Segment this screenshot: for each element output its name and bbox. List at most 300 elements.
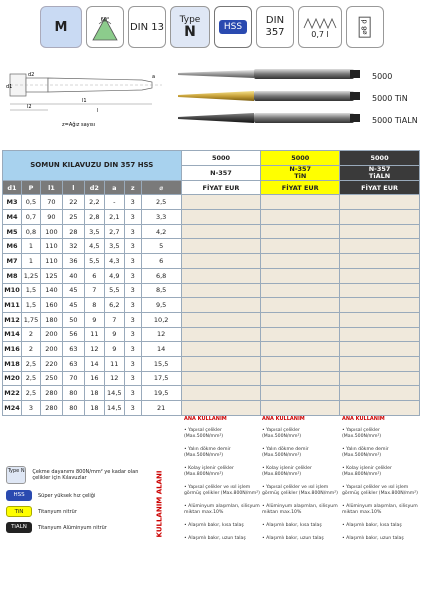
cell-d1: M12 bbox=[3, 312, 22, 327]
shank-tolerance-badge bbox=[346, 6, 384, 48]
bullet-icon: • bbox=[184, 536, 189, 541]
legend-hss bbox=[6, 490, 95, 501]
price-cell[interactable] bbox=[261, 195, 340, 210]
cell-p: 2,5 bbox=[21, 356, 40, 371]
legend-tialn-chip: TiALN bbox=[6, 522, 32, 533]
table-row bbox=[3, 210, 420, 225]
table-row bbox=[3, 283, 420, 298]
cell-p: 0,8 bbox=[21, 224, 40, 239]
cell-l: 22 bbox=[62, 195, 84, 210]
cell-d2: 14 bbox=[84, 356, 104, 371]
table-row bbox=[3, 327, 420, 342]
price-cell[interactable] bbox=[261, 371, 340, 386]
price-cell[interactable] bbox=[261, 401, 340, 416]
cell-: 19,5 bbox=[141, 386, 181, 401]
usage-item-text: Kolay işlenir çelikler (Max.800N/mm²) bbox=[184, 466, 234, 477]
cell-z: 3 bbox=[124, 401, 141, 416]
cell-l: 32 bbox=[62, 239, 84, 254]
cell-p: 0,7 bbox=[21, 210, 40, 225]
tap-5000-tialn bbox=[178, 113, 360, 123]
cell-l: 56 bbox=[62, 327, 84, 342]
cell-d2: 11 bbox=[84, 327, 104, 342]
cell-: 15,5 bbox=[141, 356, 181, 371]
usage-item bbox=[184, 536, 260, 542]
cell-z: 3 bbox=[124, 283, 141, 298]
usage-item-text: Alüminyum alaşımları, silisyum miktarı max.10% bbox=[342, 504, 418, 515]
variant-n357: N-357 bbox=[181, 165, 261, 180]
cell-p: 1,5 bbox=[21, 283, 40, 298]
bullet-icon: • bbox=[262, 466, 267, 471]
usage-item bbox=[262, 447, 338, 459]
legend-hss-text: Süper yüksek hız çeliği bbox=[38, 492, 96, 499]
usage-item bbox=[262, 536, 338, 542]
price-cell[interactable] bbox=[261, 327, 340, 342]
price-cell[interactable] bbox=[340, 386, 420, 401]
price-cell[interactable] bbox=[261, 239, 340, 254]
legend-type-n-text: Çekme dayanımı 800N/mm² ye kadar olan çelikler için Kılavuzlar bbox=[32, 469, 139, 481]
cell-a: 9 bbox=[104, 327, 124, 342]
bullet-icon: • bbox=[184, 504, 189, 509]
cell-d1: M20 bbox=[3, 371, 22, 386]
usage-item bbox=[342, 447, 418, 459]
type-badge bbox=[170, 6, 210, 48]
usage-item-text: Alüminyum alaşımları, silisyum miktarı max.10% bbox=[262, 504, 338, 515]
price-cell[interactable] bbox=[181, 239, 261, 254]
cell-z: 3 bbox=[124, 298, 141, 313]
cell-z: 3 bbox=[124, 239, 141, 254]
usage-item bbox=[184, 466, 260, 478]
cell-l1: 180 bbox=[40, 312, 62, 327]
cell-d2: 2,2 bbox=[84, 195, 104, 210]
cell-: 21 bbox=[141, 401, 181, 416]
bullet-icon: • bbox=[184, 447, 189, 452]
angle-label: 60° bbox=[100, 17, 110, 23]
usage-item bbox=[262, 504, 338, 516]
usage-item-text: Yapısal çelikler (Max.500N/mm²) bbox=[184, 428, 224, 439]
cell-l1: 200 bbox=[40, 327, 62, 342]
cell-l: 40 bbox=[62, 268, 84, 283]
cell-d2: 18 bbox=[84, 401, 104, 416]
cell-d1: M16 bbox=[3, 342, 22, 357]
cell-l: 45 bbox=[62, 298, 84, 313]
usage-item-text: Yapısal çelikler ve ısıl işlem görmüş çelikler (Max.800N/mm²) bbox=[184, 485, 260, 496]
bullet-icon: • bbox=[342, 466, 347, 471]
price-cell[interactable] bbox=[261, 224, 340, 239]
bullet-icon: • bbox=[342, 536, 347, 541]
cell-p: 2 bbox=[21, 327, 40, 342]
thread-tolerance-label: 0,7 l bbox=[311, 29, 329, 39]
usage-column bbox=[262, 416, 338, 549]
table-row bbox=[3, 386, 420, 401]
cell-: 8,5 bbox=[141, 283, 181, 298]
price-header-a: FİYAT EUR bbox=[181, 180, 261, 195]
type-value: N bbox=[184, 24, 196, 40]
variant-n357-tin: N-357 TiN bbox=[261, 165, 340, 180]
variant-n357-tialn: N-357 TiALN bbox=[340, 165, 420, 180]
cell-l: 45 bbox=[62, 283, 84, 298]
price-cell[interactable] bbox=[181, 327, 261, 342]
cell-l1: 140 bbox=[40, 283, 62, 298]
price-cell[interactable] bbox=[340, 298, 420, 313]
metric-label: M bbox=[54, 19, 68, 35]
legend-tin bbox=[6, 506, 77, 517]
cell-: 14 bbox=[141, 342, 181, 357]
cell-l1: 250 bbox=[40, 371, 62, 386]
cell-a: 7 bbox=[104, 312, 124, 327]
price-cell[interactable] bbox=[261, 386, 340, 401]
tap-5000-tin bbox=[178, 91, 360, 101]
usage-item-text: Alaşımlı bakır, uzun talaş bbox=[188, 536, 246, 541]
price-cell[interactable] bbox=[181, 195, 261, 210]
usage-heading: ANA KULLANIM bbox=[262, 416, 305, 422]
bullet-icon: • bbox=[184, 466, 189, 471]
cell-d1: M5 bbox=[3, 224, 22, 239]
dim-d1: d1 bbox=[6, 84, 13, 90]
cell-d2: 3,5 bbox=[84, 224, 104, 239]
usage-item-text: Alaşımlı bakır, kısa talaş bbox=[346, 523, 402, 528]
price-cell[interactable] bbox=[261, 356, 340, 371]
shank-tolerance-label: ⌀8 d bbox=[359, 16, 371, 37]
usage-item-text: Alaşımlı bakır, kısa talaş bbox=[188, 523, 244, 528]
cell-: 6,8 bbox=[141, 268, 181, 283]
bullet-icon: • bbox=[262, 428, 267, 433]
price-cell[interactable] bbox=[181, 312, 261, 327]
usage-item-text: Yapısal çelikler (Max.500N/mm²) bbox=[342, 428, 382, 439]
cell-l: 63 bbox=[62, 342, 84, 357]
bullet-icon: • bbox=[262, 536, 267, 541]
din357-badge bbox=[256, 6, 294, 48]
cell-d1: M8 bbox=[3, 268, 22, 283]
cell-a: 5,5 bbox=[104, 283, 124, 298]
price-cell[interactable] bbox=[181, 342, 261, 357]
bullet-icon: • bbox=[342, 447, 347, 452]
cell-d2: 5,5 bbox=[84, 254, 104, 269]
table-row bbox=[3, 239, 420, 254]
table-row bbox=[3, 356, 420, 371]
legend-hss-chip: HSS bbox=[6, 490, 32, 501]
price-cell[interactable] bbox=[261, 268, 340, 283]
cell-a: 14,5 bbox=[104, 401, 124, 416]
price-cell[interactable] bbox=[181, 210, 261, 225]
bullet-icon: • bbox=[262, 504, 267, 509]
cell-: 6 bbox=[141, 254, 181, 269]
usage-item bbox=[184, 447, 260, 459]
price-cell[interactable] bbox=[340, 283, 420, 298]
usage-item bbox=[342, 485, 418, 497]
usage-item bbox=[342, 466, 418, 478]
cell-a: 6,2 bbox=[104, 298, 124, 313]
usage-item-text: Yapısal çelikler ve ısıl işlem görmüş çelikler (Max.800N/mm²) bbox=[262, 485, 338, 496]
product-label-5000-tin: 5000 TiN bbox=[372, 94, 408, 103]
price-cell[interactable] bbox=[261, 298, 340, 313]
price-cell[interactable] bbox=[340, 210, 420, 225]
code-5000-b: 5000 bbox=[261, 151, 340, 166]
cell-d1: M11 bbox=[3, 298, 22, 313]
col-d2: d2 bbox=[84, 180, 104, 195]
cell-l1: 280 bbox=[40, 386, 62, 401]
table-title: SOMUN KILAVUZU DIN 357 HSS bbox=[3, 151, 182, 181]
dim-a: a bbox=[152, 74, 156, 80]
col-z: z bbox=[124, 180, 141, 195]
usage-item-text: Alaşımlı bakır, uzun talaş bbox=[346, 536, 404, 541]
price-cell[interactable] bbox=[340, 224, 420, 239]
cell-d1: M6 bbox=[3, 239, 22, 254]
usage-side-label-box bbox=[150, 414, 168, 594]
cell-l: 50 bbox=[62, 312, 84, 327]
col-l: l bbox=[62, 180, 84, 195]
price-cell[interactable] bbox=[261, 342, 340, 357]
usage-item-text: Yapısal çelikler ve ısıl işlem görmüş çelikler (Max.800N/mm²) bbox=[342, 485, 418, 496]
price-cell[interactable] bbox=[340, 342, 420, 357]
usage-item bbox=[262, 428, 338, 440]
bullet-icon: • bbox=[262, 485, 267, 490]
price-cell[interactable] bbox=[181, 224, 261, 239]
price-cell[interactable] bbox=[340, 312, 420, 327]
price-cell[interactable] bbox=[340, 371, 420, 386]
col-drill-icon: ⌀ bbox=[141, 180, 181, 195]
cell-d1: M10 bbox=[3, 283, 22, 298]
cell-: 3,3 bbox=[141, 210, 181, 225]
cell-d2: 9 bbox=[84, 312, 104, 327]
price-cell[interactable] bbox=[340, 254, 420, 269]
cell-l1: 110 bbox=[40, 254, 62, 269]
din357-label-a: DIN bbox=[265, 15, 285, 26]
bullet-icon: • bbox=[262, 523, 267, 528]
cell-z: 3 bbox=[124, 356, 141, 371]
table-row bbox=[3, 298, 420, 313]
cell-: 5 bbox=[141, 239, 181, 254]
cell-l: 28 bbox=[62, 224, 84, 239]
cell-p: 1,5 bbox=[21, 298, 40, 313]
usage-item bbox=[342, 428, 418, 440]
cell-a: 4,9 bbox=[104, 268, 124, 283]
tap-5000 bbox=[178, 69, 360, 79]
price-cell[interactable] bbox=[181, 268, 261, 283]
usage-side-label: KULLANIM ALANI bbox=[155, 470, 164, 538]
product-taps-image bbox=[174, 64, 364, 128]
col-a: a bbox=[104, 180, 124, 195]
cell-d1: M24 bbox=[3, 401, 22, 416]
usage-item-text: Alaşımlı bakır, kısa talaş bbox=[266, 523, 322, 528]
bullet-icon: • bbox=[184, 523, 189, 528]
bullet-icon: • bbox=[342, 504, 347, 509]
cell-p: 1,25 bbox=[21, 268, 40, 283]
cell-z: 3 bbox=[124, 312, 141, 327]
usage-column bbox=[342, 416, 418, 549]
hss-label: HSS bbox=[219, 20, 247, 34]
cell-: 12 bbox=[141, 327, 181, 342]
table-row bbox=[3, 342, 420, 357]
bullet-icon: • bbox=[342, 523, 347, 528]
price-cell[interactable] bbox=[261, 210, 340, 225]
cell-d2: 16 bbox=[84, 371, 104, 386]
hss-badge bbox=[214, 6, 252, 48]
cell-z: 3 bbox=[124, 342, 141, 357]
specs-table bbox=[2, 150, 420, 416]
cell-p: 0,5 bbox=[21, 195, 40, 210]
cell-l1: 200 bbox=[40, 342, 62, 357]
cell-d2: 12 bbox=[84, 342, 104, 357]
cell-p: 1 bbox=[21, 239, 40, 254]
usage-heading: ANA KULLANIM bbox=[342, 416, 385, 422]
cell-a: 9 bbox=[104, 342, 124, 357]
usage-item bbox=[262, 523, 338, 529]
usage-item bbox=[342, 504, 418, 516]
price-cell[interactable] bbox=[340, 327, 420, 342]
usage-item bbox=[262, 466, 338, 478]
price-cell[interactable] bbox=[261, 312, 340, 327]
dim-l1: l1 bbox=[82, 98, 87, 104]
cell-a: 2,1 bbox=[104, 210, 124, 225]
bullet-icon: • bbox=[342, 428, 347, 433]
legend-tialn-text: Titanyum Alüminyum nitrür bbox=[38, 524, 107, 531]
cell-p: 1 bbox=[21, 254, 40, 269]
cell-d2: 18 bbox=[84, 386, 104, 401]
dim-l2: l2 bbox=[27, 104, 32, 110]
cell-l: 70 bbox=[62, 371, 84, 386]
cell-d1: M4 bbox=[3, 210, 22, 225]
cell-l1: 220 bbox=[40, 356, 62, 371]
legend-type-n-chip: Type N bbox=[6, 466, 26, 484]
cell-l1: 160 bbox=[40, 298, 62, 313]
cell-l1: 280 bbox=[40, 401, 62, 416]
cell-: 17,5 bbox=[141, 371, 181, 386]
thread-tolerance-badge bbox=[298, 6, 342, 48]
cell-a: 14,5 bbox=[104, 386, 124, 401]
tap-technical-drawing bbox=[2, 60, 170, 130]
din13-label: DIN 13 bbox=[129, 21, 165, 33]
col-d1: d1 bbox=[3, 180, 22, 195]
price-cell[interactable] bbox=[181, 283, 261, 298]
bullet-icon: • bbox=[342, 485, 347, 490]
cell-z: 3 bbox=[124, 386, 141, 401]
cell-: 10,2 bbox=[141, 312, 181, 327]
table-row bbox=[3, 254, 420, 269]
col-p: P bbox=[21, 180, 40, 195]
cell-: 2,5 bbox=[141, 195, 181, 210]
cell-d1: M3 bbox=[3, 195, 22, 210]
cell-a: 3,5 bbox=[104, 239, 124, 254]
cell-z: 3 bbox=[124, 210, 141, 225]
type-label: Type bbox=[179, 15, 201, 25]
legend-tialn bbox=[6, 522, 107, 533]
cell-p: 2 bbox=[21, 342, 40, 357]
price-header-c: FİYAT EUR bbox=[340, 180, 420, 195]
cell-d2: 4,5 bbox=[84, 239, 104, 254]
cell-d1: M22 bbox=[3, 386, 22, 401]
price-header-b: FİYAT EUR bbox=[261, 180, 340, 195]
cell-l1: 125 bbox=[40, 268, 62, 283]
cell-z: 3 bbox=[124, 254, 141, 269]
cell-z: 3 bbox=[124, 371, 141, 386]
price-cell[interactable] bbox=[340, 268, 420, 283]
cell-l: 80 bbox=[62, 401, 84, 416]
thread-angle-badge bbox=[86, 6, 124, 48]
product-label-5000-tialn: 5000 TiALN bbox=[372, 116, 418, 125]
cell-d2: 7 bbox=[84, 283, 104, 298]
cell-z: 3 bbox=[124, 268, 141, 283]
cell-: 9,5 bbox=[141, 298, 181, 313]
usage-item bbox=[262, 485, 338, 497]
usage-item-text: Yapısal çelikler (Max.500N/mm²) bbox=[262, 428, 302, 439]
cell-l1: 90 bbox=[40, 210, 62, 225]
legend-type-n bbox=[6, 466, 156, 484]
dim-l: l bbox=[97, 108, 99, 114]
usage-item-text: Alaşımlı bakır, uzun talaş bbox=[266, 536, 324, 541]
cell-d2: 8 bbox=[84, 298, 104, 313]
cell-p: 2,5 bbox=[21, 386, 40, 401]
cell-a: 12 bbox=[104, 371, 124, 386]
thread-tolerance-icon bbox=[303, 16, 337, 30]
dim-d2: d2 bbox=[28, 72, 35, 78]
table-row bbox=[3, 224, 420, 239]
price-cell[interactable] bbox=[181, 356, 261, 371]
cell-p: 1,75 bbox=[21, 312, 40, 327]
cell-d2: 6 bbox=[84, 268, 104, 283]
price-cell[interactable] bbox=[181, 298, 261, 313]
drawing-caption: z=Ağız sayısı bbox=[62, 122, 96, 128]
price-cell[interactable] bbox=[340, 356, 420, 371]
cell-l: 63 bbox=[62, 356, 84, 371]
cell-d2: 2,8 bbox=[84, 210, 104, 225]
price-cell[interactable] bbox=[340, 239, 420, 254]
cell-l: 36 bbox=[62, 254, 84, 269]
code-5000-c: 5000 bbox=[340, 151, 420, 166]
table-row bbox=[3, 312, 420, 327]
usage-item-text: Kolay işlenir çelikler (Max.800N/mm²) bbox=[342, 466, 392, 477]
cell-l: 25 bbox=[62, 210, 84, 225]
bullet-icon: • bbox=[184, 485, 189, 490]
usage-item-text: Kolay işlenir çelikler (Max.800N/mm²) bbox=[262, 466, 312, 477]
usage-item bbox=[184, 428, 260, 440]
col-l1: l1 bbox=[40, 180, 62, 195]
cell-z: 3 bbox=[124, 195, 141, 210]
usage-heading: ANA KULLANIM bbox=[184, 416, 227, 422]
price-cell[interactable] bbox=[181, 401, 261, 416]
usage-item bbox=[184, 504, 260, 516]
price-cell[interactable] bbox=[181, 386, 261, 401]
usage-item-text: Yalın dökme demir (Max.500N/mm²) bbox=[342, 447, 389, 458]
price-cell[interactable] bbox=[181, 254, 261, 269]
usage-item-text: Yalın dökme demir (Max.500N/mm²) bbox=[184, 447, 231, 458]
legend-tin-chip: TiN bbox=[6, 506, 32, 517]
table-row bbox=[3, 195, 420, 210]
cell-a: 2,7 bbox=[104, 224, 124, 239]
cell-l1: 110 bbox=[40, 239, 62, 254]
price-cell[interactable] bbox=[181, 371, 261, 386]
din357-label-b: 357 bbox=[265, 27, 285, 38]
product-label-5000: 5000 bbox=[372, 72, 393, 81]
cell-d1: M14 bbox=[3, 327, 22, 342]
thread-profile-icon bbox=[88, 10, 122, 44]
cell-: 4,2 bbox=[141, 224, 181, 239]
price-cell[interactable] bbox=[340, 195, 420, 210]
table-row bbox=[3, 371, 420, 386]
usage-item bbox=[342, 536, 418, 542]
cell-l: 80 bbox=[62, 386, 84, 401]
cell-d1: M7 bbox=[3, 254, 22, 269]
price-cell[interactable] bbox=[261, 254, 340, 269]
code-5000-a: 5000 bbox=[181, 151, 261, 166]
price-cell[interactable] bbox=[261, 283, 340, 298]
price-cell[interactable] bbox=[340, 401, 420, 416]
cell-z: 3 bbox=[124, 224, 141, 239]
usage-item bbox=[342, 523, 418, 529]
usage-item-text: Yalın dökme demir (Max.500N/mm²) bbox=[262, 447, 309, 458]
cell-p: 2,5 bbox=[21, 371, 40, 386]
cell-p: 3 bbox=[21, 401, 40, 416]
cell-l1: 70 bbox=[40, 195, 62, 210]
